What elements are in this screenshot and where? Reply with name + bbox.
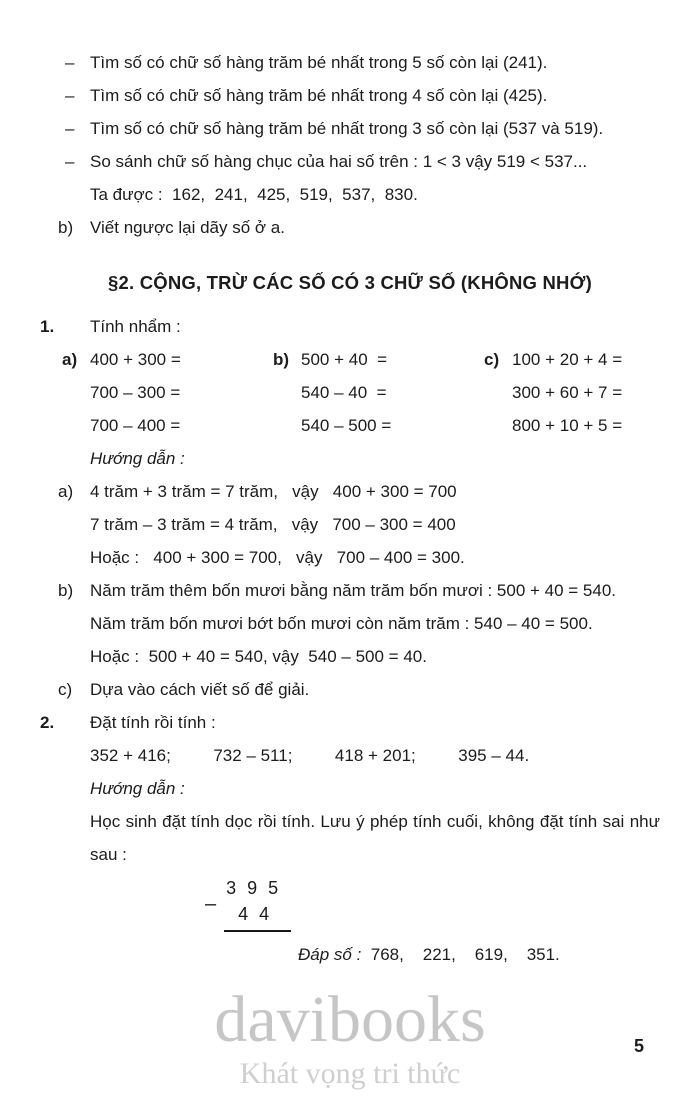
answer-line bbox=[298, 938, 660, 971]
guide1-c-text: Dựa vào cách viết số để giải. bbox=[90, 680, 310, 699]
guide1-a bbox=[40, 475, 660, 574]
exercise2-title-text: Đặt tính rồi tính : bbox=[90, 713, 216, 732]
bullet-text: Tìm số có chữ số hàng trăm bé nhất trong 5 số còn lại (241). bbox=[90, 53, 548, 72]
intro-bullet-list bbox=[40, 46, 660, 178]
equation: 400 + 300 = bbox=[90, 350, 181, 369]
result-line: Ta được : 162, 241, 425, 519, 537, 830. bbox=[90, 185, 418, 204]
column-subtraction-numbers bbox=[224, 875, 291, 932]
guide-line: Năm trăm thêm bốn mươi bằng năm trăm bốn mươi : 500 + 40 = 540. bbox=[90, 581, 617, 600]
bullet-item bbox=[40, 79, 660, 112]
equation: 700 – 300 = bbox=[90, 383, 181, 402]
eq-column-b-label: b) bbox=[273, 350, 290, 369]
guide1-heading: Hướng dẫn : bbox=[90, 449, 185, 468]
watermark-tagline: Khát vọng tri thức bbox=[239, 1057, 461, 1090]
guide1-b bbox=[40, 574, 660, 673]
eq-line bbox=[62, 343, 273, 376]
item-b-text: Viết ngược lại dãy số ở a. bbox=[90, 218, 285, 237]
bullet-text: Tìm số có chữ số hàng trăm bé nhất trong 4 số còn lại (425). bbox=[90, 86, 548, 105]
item-b-label: b) bbox=[58, 218, 74, 237]
eq-line bbox=[484, 409, 622, 442]
equation: 540 – 500 = bbox=[301, 416, 392, 435]
answer-label: Đáp số : bbox=[298, 945, 362, 964]
watermark-brand: davibooks bbox=[214, 983, 486, 1056]
eq-column-a-label: a) bbox=[62, 350, 78, 369]
equation: 500 + 40 = bbox=[301, 350, 388, 369]
eq-column-a bbox=[62, 343, 273, 442]
equation: 540 – 40 = bbox=[301, 383, 387, 402]
guide2-text: Học sinh đặt tính dọc rồi tính. Lưu ý phép tính cuối, không đặt tính sai như sau : bbox=[90, 812, 660, 864]
exercise2-title bbox=[40, 706, 660, 739]
guide1-b-lines bbox=[90, 574, 660, 673]
guide-line: Hoặc : 500 + 40 = 540, vậy 540 – 500 = 40. bbox=[90, 647, 427, 666]
eq-line bbox=[273, 409, 484, 442]
eq-column-c-label: c) bbox=[484, 350, 500, 369]
exercise1-title-text: Tính nhẩm : bbox=[90, 317, 181, 336]
answer-values: 768, 221, 619, 351. bbox=[361, 945, 560, 964]
guide2-heading: Hướng dẫn : bbox=[90, 779, 185, 798]
exercise2-number: 2. bbox=[40, 713, 55, 732]
equation: 100 + 20 + 4 = bbox=[512, 350, 623, 369]
eq-label-spacer bbox=[484, 376, 512, 409]
exercise1-number: 1. bbox=[40, 317, 55, 336]
eq-column-c bbox=[484, 343, 622, 442]
equation: 300 + 60 + 7 = bbox=[512, 383, 623, 402]
watermark bbox=[0, 983, 700, 1092]
mental-math-grid bbox=[62, 343, 660, 442]
page-number: 5 bbox=[633, 1036, 644, 1056]
eq-label-spacer bbox=[273, 376, 301, 409]
bullet-dash: – bbox=[65, 119, 75, 138]
equation: 700 – 400 = bbox=[90, 416, 181, 435]
eq-label-spacer bbox=[273, 409, 301, 442]
exercise1-title bbox=[40, 310, 660, 343]
eq-label-spacer bbox=[62, 409, 90, 442]
bullet-dash: – bbox=[65, 152, 75, 171]
equation: 800 + 10 + 5 = bbox=[512, 416, 623, 435]
eq-line bbox=[62, 409, 273, 442]
guide-line: Hoặc : 400 + 300 = 700, vậy 700 – 400 = 300. bbox=[90, 548, 465, 567]
bullet-dash: – bbox=[65, 53, 75, 72]
guide1-a-lines bbox=[90, 475, 660, 574]
column-subtraction bbox=[205, 875, 660, 932]
section-heading: §2. CỘNG, TRỪ CÁC SỐ CÓ 3 CHỮ SỐ (KHÔNG NHỚ) bbox=[108, 272, 592, 293]
minuend: 3 9 5 bbox=[226, 878, 282, 898]
eq-line bbox=[62, 376, 273, 409]
guide-line: 7 trăm – 3 trăm = 4 trăm, vậy 700 – 300 = 400 bbox=[90, 515, 456, 534]
eq-column-b bbox=[273, 343, 484, 442]
guide-line: 4 trăm + 3 trăm = 7 trăm, vậy 400 + 300 = 700 bbox=[90, 482, 457, 501]
eq-label-spacer bbox=[62, 376, 90, 409]
eq-line bbox=[273, 376, 484, 409]
minus-sign: – bbox=[205, 892, 217, 915]
guide-line: Năm trăm bốn mươi bớt bốn mươi còn năm trăm : 540 – 40 = 500. bbox=[90, 614, 593, 633]
bullet-item bbox=[40, 145, 660, 178]
guide1-a-label: a) bbox=[58, 482, 74, 501]
bullet-dash: – bbox=[65, 86, 75, 105]
eq-label-spacer bbox=[484, 409, 512, 442]
bullet-item bbox=[40, 46, 660, 79]
subtrahend: 4 4 bbox=[238, 904, 273, 924]
exercise2-problems: 352 + 416; 732 – 511; 418 + 201; 395 – 44. bbox=[90, 746, 530, 765]
bullet-text: Tìm số có chữ số hàng trăm bé nhất trong 3 số còn lại (537 và 519). bbox=[90, 119, 604, 138]
bullet-item bbox=[40, 112, 660, 145]
eq-line bbox=[273, 343, 484, 376]
eq-line bbox=[484, 376, 622, 409]
eq-line bbox=[484, 343, 622, 376]
guide1-c-label: c) bbox=[58, 680, 73, 699]
item-b bbox=[40, 211, 660, 244]
guide1-b-label: b) bbox=[58, 581, 74, 600]
guide1-c bbox=[40, 673, 660, 706]
bullet-text: So sánh chữ số hàng chục của hai số trên : 1 < 3 vậy 519 < 537... bbox=[90, 152, 588, 171]
